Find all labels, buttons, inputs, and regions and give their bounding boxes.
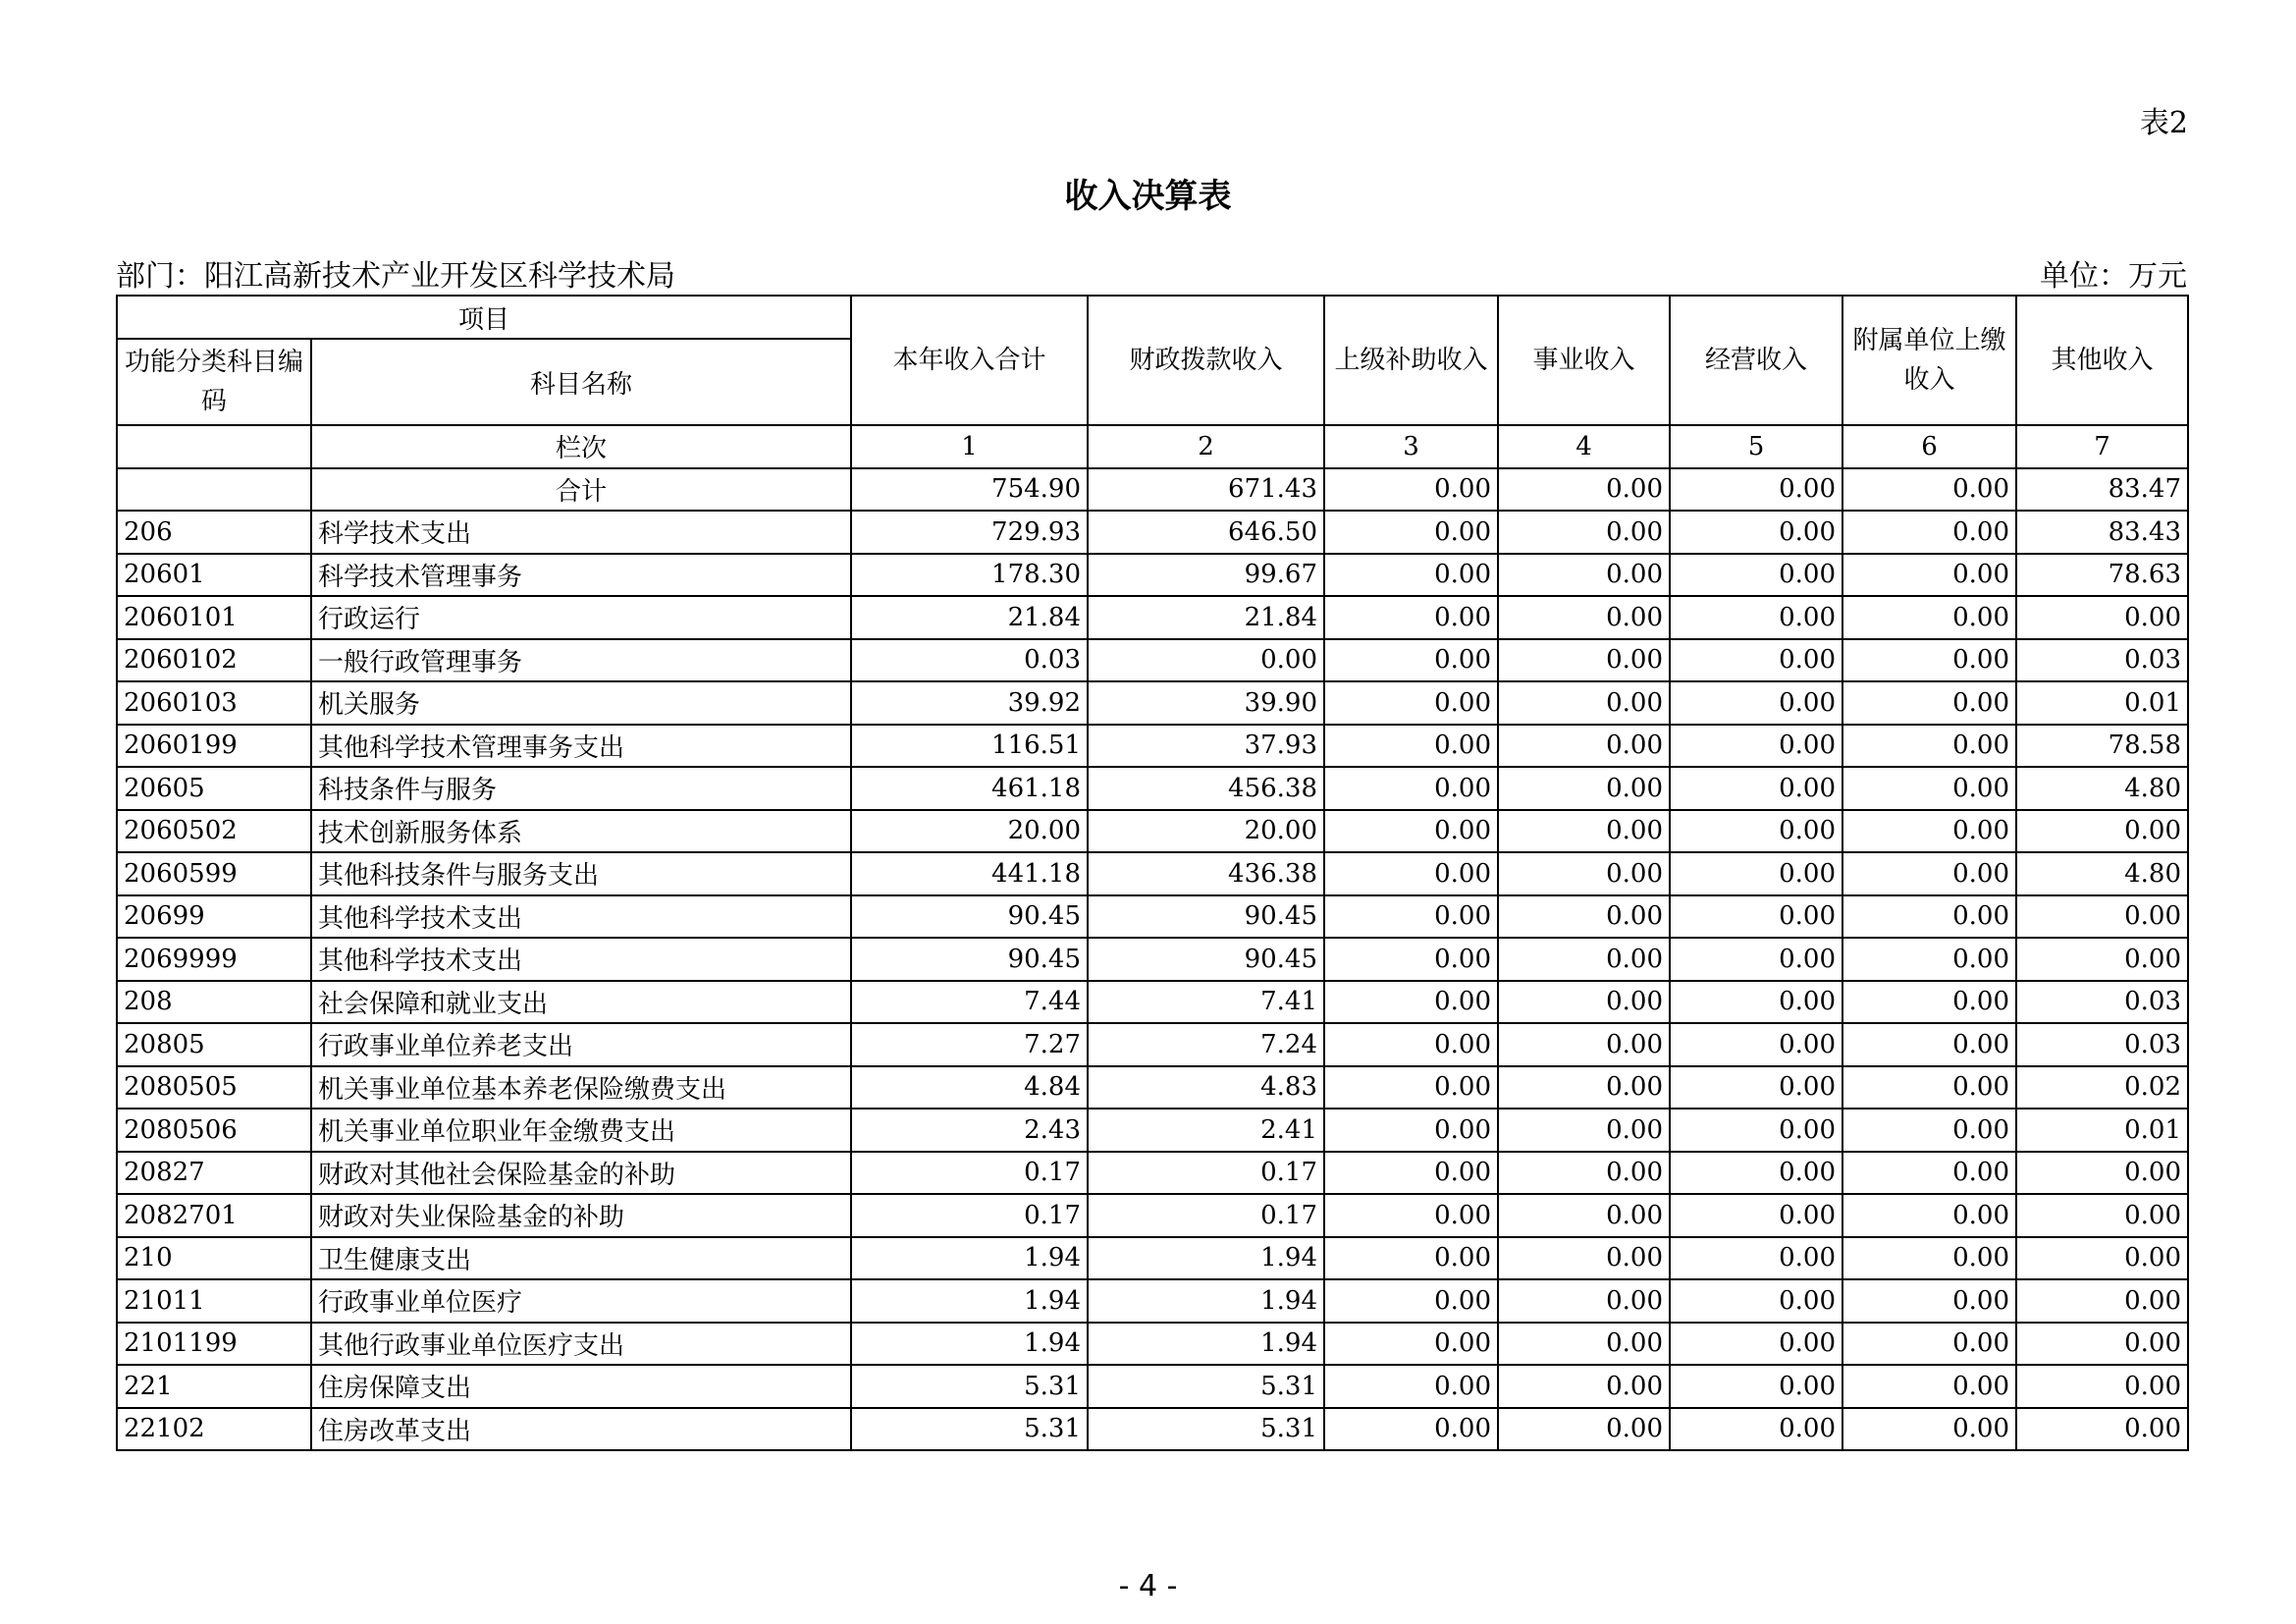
row-value: 0.00	[1324, 1365, 1498, 1408]
row-value: 0.00	[1324, 554, 1498, 597]
row-name: 社会保障和就业支出	[311, 981, 851, 1024]
row-value: 0.00	[2016, 1365, 2188, 1408]
total-value: 0.00	[1842, 468, 2016, 512]
row-value: 441.18	[851, 852, 1088, 895]
row-value: 5.31	[851, 1408, 1088, 1451]
row-value: 0.17	[851, 1194, 1088, 1237]
row-value: 0.00	[1670, 681, 1842, 725]
table-row	[117, 895, 2188, 939]
row-value: 90.45	[851, 895, 1088, 939]
table-row	[117, 981, 2188, 1024]
row-value: 0.00	[1842, 810, 2016, 853]
row-value: 0.01	[2016, 1109, 2188, 1152]
row-value: 0.00	[1498, 596, 1670, 639]
total-row	[117, 468, 2188, 512]
table-row	[117, 1066, 2188, 1110]
row-value: 0.00	[1498, 1365, 1670, 1408]
row-value: 0.00	[1498, 1279, 1670, 1323]
row-value: 0.00	[1670, 1066, 1842, 1110]
row-value: 0.00	[1324, 1109, 1498, 1152]
row-name: 行政运行	[311, 596, 851, 639]
row-name: 其他科学技术支出	[311, 895, 851, 939]
row-value: 0.00	[1670, 1109, 1842, 1152]
total-value: 0.00	[1324, 468, 1498, 512]
row-code: 2060102	[117, 639, 311, 682]
table-row	[117, 1109, 2188, 1152]
row-value: 1.94	[1088, 1323, 1324, 1366]
col-header: 其他收入	[2016, 296, 2188, 425]
column-index: 4	[1498, 425, 1670, 468]
table-row	[117, 1279, 2188, 1323]
row-value: 0.00	[1670, 1323, 1842, 1366]
table-row	[117, 681, 2188, 725]
row-value: 0.00	[1670, 1279, 1842, 1323]
row-value: 0.00	[1498, 681, 1670, 725]
row-value: 0.00	[1498, 981, 1670, 1024]
row-value: 0.00	[1324, 1066, 1498, 1110]
row-value: 0.00	[1324, 1237, 1498, 1280]
row-value: 0.00	[2016, 895, 2188, 939]
row-value: 7.41	[1088, 981, 1324, 1024]
row-value: 0.00	[2016, 810, 2188, 853]
row-value: 0.00	[1324, 852, 1498, 895]
row-value: 99.67	[1088, 554, 1324, 597]
row-value: 646.50	[1088, 511, 1324, 554]
table-row	[117, 1194, 2188, 1237]
row-value: 4.84	[851, 1066, 1088, 1110]
row-value: 178.30	[851, 554, 1088, 597]
row-name: 财政对失业保险基金的补助	[311, 1194, 851, 1237]
row-value: 0.00	[1324, 981, 1498, 1024]
table-row	[117, 725, 2188, 768]
row-value: 5.31	[851, 1365, 1088, 1408]
row-value: 0.00	[1324, 639, 1498, 682]
row-value: 0.17	[851, 1152, 1088, 1195]
col-header-code: 功能分类科目编码	[117, 339, 311, 425]
table-row	[117, 596, 2188, 639]
row-value: 0.00	[1670, 596, 1842, 639]
row-value: 0.00	[1498, 938, 1670, 981]
row-name: 卫生健康支出	[311, 1237, 851, 1280]
table-row	[117, 1152, 2188, 1195]
row-value: 0.00	[1842, 767, 2016, 810]
row-value: 0.17	[1088, 1194, 1324, 1237]
row-value: 0.00	[1498, 810, 1670, 853]
row-value: 0.17	[1088, 1152, 1324, 1195]
row-code: 2060103	[117, 681, 311, 725]
row-name: 财政对其他社会保险基金的补助	[311, 1152, 851, 1195]
row-value: 0.00	[1324, 725, 1498, 768]
row-value: 0.00	[1324, 810, 1498, 853]
row-code: 221	[117, 1365, 311, 1408]
row-value: 0.00	[1498, 1066, 1670, 1110]
row-value: 0.00	[2016, 1408, 2188, 1451]
row-code: 21011	[117, 1279, 311, 1323]
row-value: 5.31	[1088, 1365, 1324, 1408]
row-value: 0.00	[1670, 639, 1842, 682]
row-name: 科学技术管理事务	[311, 554, 851, 597]
row-value: 0.00	[1324, 681, 1498, 725]
row-value: 0.00	[1842, 1323, 2016, 1366]
row-value: 0.00	[1498, 767, 1670, 810]
row-value: 0.00	[1670, 1365, 1842, 1408]
col-header: 附属单位上缴收入	[1842, 296, 2016, 425]
row-value: 0.00	[1842, 852, 2016, 895]
column-index-label: 栏次	[311, 425, 851, 468]
row-value: 0.00	[1498, 725, 1670, 768]
row-code: 20827	[117, 1152, 311, 1195]
page-title: 收入决算表	[1064, 177, 1232, 216]
row-value: 0.00	[1498, 895, 1670, 939]
row-code: 22102	[117, 1408, 311, 1451]
table-row	[117, 852, 2188, 895]
row-value: 461.18	[851, 767, 1088, 810]
row-value: 0.00	[1670, 725, 1842, 768]
row-value: 2.43	[851, 1109, 1088, 1152]
row-value: 0.00	[1498, 554, 1670, 597]
row-value: 0.00	[1670, 1194, 1842, 1237]
row-value: 0.00	[1498, 1109, 1670, 1152]
row-code: 2082701	[117, 1194, 311, 1237]
row-value: 83.43	[2016, 511, 2188, 554]
row-value: 0.00	[2016, 1237, 2188, 1280]
total-value: 0.00	[1498, 468, 1670, 512]
row-value: 0.00	[1842, 1237, 2016, 1280]
row-value: 0.00	[1324, 767, 1498, 810]
table-row	[117, 1365, 2188, 1408]
column-index-row	[117, 425, 2188, 468]
row-value: 90.45	[1088, 895, 1324, 939]
row-code: 20699	[117, 895, 311, 939]
table-row	[117, 1023, 2188, 1066]
row-value: 0.00	[1842, 1109, 2016, 1152]
row-value: 4.80	[2016, 852, 2188, 895]
row-value: 0.00	[1324, 1194, 1498, 1237]
col-header: 经营收入	[1670, 296, 1842, 425]
row-value: 7.24	[1088, 1023, 1324, 1066]
row-value: 0.00	[1670, 1408, 1842, 1451]
row-value: 5.31	[1088, 1408, 1324, 1451]
row-name: 科学技术支出	[311, 511, 851, 554]
row-value: 0.00	[1670, 1237, 1842, 1280]
row-value: 0.00	[2016, 1152, 2188, 1195]
row-value: 0.00	[1670, 767, 1842, 810]
table-row	[117, 767, 2188, 810]
row-code: 2060502	[117, 810, 311, 853]
row-value: 0.00	[1324, 1323, 1498, 1366]
row-value: 729.93	[851, 511, 1088, 554]
row-value: 21.84	[1088, 596, 1324, 639]
col-header: 本年收入合计	[851, 296, 1088, 425]
row-value: 90.45	[851, 938, 1088, 981]
row-value: 0.00	[1498, 1237, 1670, 1280]
table-row	[117, 938, 2188, 981]
row-value: 1.94	[1088, 1237, 1324, 1280]
row-value: 0.00	[1842, 1279, 2016, 1323]
total-value: 754.90	[851, 468, 1088, 512]
row-value: 0.00	[1842, 981, 2016, 1024]
column-index: 7	[2016, 425, 2188, 468]
row-value: 90.45	[1088, 938, 1324, 981]
row-code: 2060599	[117, 852, 311, 895]
row-value: 0.00	[1670, 810, 1842, 853]
row-value: 7.44	[851, 981, 1088, 1024]
row-value: 39.90	[1088, 681, 1324, 725]
row-code: 210	[117, 1237, 311, 1280]
row-name: 其他行政事业单位医疗支出	[311, 1323, 851, 1366]
row-value: 0.00	[1670, 1023, 1842, 1066]
row-value: 4.80	[2016, 767, 2188, 810]
row-value: 21.84	[851, 596, 1088, 639]
row-value: 0.00	[1842, 1023, 2016, 1066]
row-value: 0.00	[1670, 895, 1842, 939]
row-value: 116.51	[851, 725, 1088, 768]
column-index: 5	[1670, 425, 1842, 468]
row-value: 0.01	[2016, 681, 2188, 725]
row-value: 20.00	[851, 810, 1088, 853]
row-value: 2.41	[1088, 1109, 1324, 1152]
row-name: 机关服务	[311, 681, 851, 725]
total-label: 合计	[311, 468, 851, 512]
row-value: 0.00	[1842, 1408, 2016, 1451]
row-name: 一般行政管理事务	[311, 639, 851, 682]
row-value: 0.00	[1670, 554, 1842, 597]
col-header: 事业收入	[1498, 296, 1670, 425]
row-value: 0.00	[1498, 852, 1670, 895]
row-value: 436.38	[1088, 852, 1324, 895]
row-value: 0.00	[1088, 639, 1324, 682]
table-row	[117, 511, 2188, 554]
column-index: 1	[851, 425, 1088, 468]
row-value: 0.00	[1842, 1152, 2016, 1195]
row-value: 0.00	[1498, 1408, 1670, 1451]
row-value: 0.03	[2016, 981, 2188, 1024]
table-row	[117, 810, 2188, 853]
row-value: 20.00	[1088, 810, 1324, 853]
row-code: 208	[117, 981, 311, 1024]
row-value: 1.94	[851, 1279, 1088, 1323]
row-value: 0.00	[1670, 1152, 1842, 1195]
row-value: 0.00	[1498, 1152, 1670, 1195]
col-header: 上级补助收入	[1324, 296, 1498, 425]
col-header: 财政拨款收入	[1088, 296, 1324, 425]
row-code: 206	[117, 511, 311, 554]
row-value: 0.00	[1498, 1194, 1670, 1237]
total-value: 0.00	[1670, 468, 1842, 512]
row-value: 0.00	[1842, 511, 2016, 554]
row-value: 0.00	[1498, 511, 1670, 554]
table-row	[117, 1323, 2188, 1366]
row-value: 0.00	[1842, 1365, 2016, 1408]
row-code: 2101199	[117, 1323, 311, 1366]
row-value: 1.94	[851, 1323, 1088, 1366]
row-name: 行政事业单位养老支出	[311, 1023, 851, 1066]
row-value: 456.38	[1088, 767, 1324, 810]
unit-label: 单位：万元	[2040, 259, 2187, 294]
row-value: 7.27	[851, 1023, 1088, 1066]
row-value: 0.00	[1842, 596, 2016, 639]
row-name: 技术创新服务体系	[311, 810, 851, 853]
row-value: 0.00	[1324, 938, 1498, 981]
row-value: 0.00	[1670, 511, 1842, 554]
row-value: 0.00	[1842, 554, 2016, 597]
row-value: 0.00	[1670, 981, 1842, 1024]
column-index: 6	[1842, 425, 2016, 468]
total-value: 671.43	[1088, 468, 1324, 512]
row-value: 0.03	[2016, 1023, 2188, 1066]
row-value: 4.83	[1088, 1066, 1324, 1110]
row-value: 0.00	[1324, 1152, 1498, 1195]
row-value: 0.00	[2016, 938, 2188, 981]
table-row	[117, 554, 2188, 597]
row-value: 0.03	[2016, 639, 2188, 682]
row-value: 0.00	[1842, 1194, 2016, 1237]
row-name: 其他科技条件与服务支出	[311, 852, 851, 895]
row-value: 0.00	[1842, 639, 2016, 682]
header-row-1	[117, 296, 2188, 339]
row-value: 0.00	[1498, 639, 1670, 682]
row-value: 0.00	[1842, 1066, 2016, 1110]
table-row	[117, 1408, 2188, 1451]
row-value: 39.92	[851, 681, 1088, 725]
col-header-name: 科目名称	[311, 339, 851, 425]
table-row	[117, 639, 2188, 682]
row-value: 0.00	[2016, 1194, 2188, 1237]
row-value: 0.00	[1324, 1408, 1498, 1451]
row-value: 0.00	[1842, 681, 2016, 725]
row-value: 0.00	[1670, 852, 1842, 895]
row-value: 0.00	[2016, 596, 2188, 639]
row-value: 37.93	[1088, 725, 1324, 768]
row-name: 科技条件与服务	[311, 767, 851, 810]
row-name: 住房保障支出	[311, 1365, 851, 1408]
row-code: 2060101	[117, 596, 311, 639]
row-code: 20605	[117, 767, 311, 810]
row-value: 0.02	[2016, 1066, 2188, 1110]
row-name: 机关事业单位职业年金缴费支出	[311, 1109, 851, 1152]
row-code: 20805	[117, 1023, 311, 1066]
income-report-table	[116, 295, 2189, 1451]
row-value: 0.00	[1498, 1023, 1670, 1066]
table-number: 表2	[2139, 106, 2188, 140]
row-value: 1.94	[1088, 1279, 1324, 1323]
column-index: 3	[1324, 425, 1498, 468]
row-value: 78.63	[2016, 554, 2188, 597]
row-name: 其他科学技术管理事务支出	[311, 725, 851, 768]
row-value: 0.00	[1498, 1323, 1670, 1366]
row-value: 0.00	[1324, 1023, 1498, 1066]
total-value: 83.47	[2016, 468, 2188, 512]
row-value: 0.00	[1842, 938, 2016, 981]
column-index: 2	[1088, 425, 1324, 468]
row-name: 住房改革支出	[311, 1408, 851, 1451]
row-value: 0.00	[1324, 511, 1498, 554]
row-value: 0.00	[1324, 1279, 1498, 1323]
row-name: 其他科学技术支出	[311, 938, 851, 981]
row-value: 0.00	[1324, 895, 1498, 939]
page-number: - 4 -	[1118, 1569, 1178, 1603]
department-label: 部门：阳江高新技术产业开发区科学技术局	[116, 259, 675, 294]
table-row	[117, 1237, 2188, 1280]
row-name: 机关事业单位基本养老保险缴费支出	[311, 1066, 851, 1110]
row-value: 0.03	[851, 639, 1088, 682]
row-value: 1.94	[851, 1237, 1088, 1280]
row-value: 0.00	[1842, 895, 2016, 939]
row-value: 0.00	[2016, 1279, 2188, 1323]
row-value: 0.00	[2016, 1323, 2188, 1366]
row-value: 78.58	[2016, 725, 2188, 768]
row-code: 2080506	[117, 1109, 311, 1152]
row-value: 0.00	[1324, 596, 1498, 639]
row-value: 0.00	[1670, 938, 1842, 981]
row-code: 2080505	[117, 1066, 311, 1110]
row-code: 2069999	[117, 938, 311, 981]
row-code: 20601	[117, 554, 311, 597]
row-name: 行政事业单位医疗	[311, 1279, 851, 1323]
row-code: 2060199	[117, 725, 311, 768]
row-value: 0.00	[1842, 725, 2016, 768]
group-header: 项目	[117, 296, 851, 339]
